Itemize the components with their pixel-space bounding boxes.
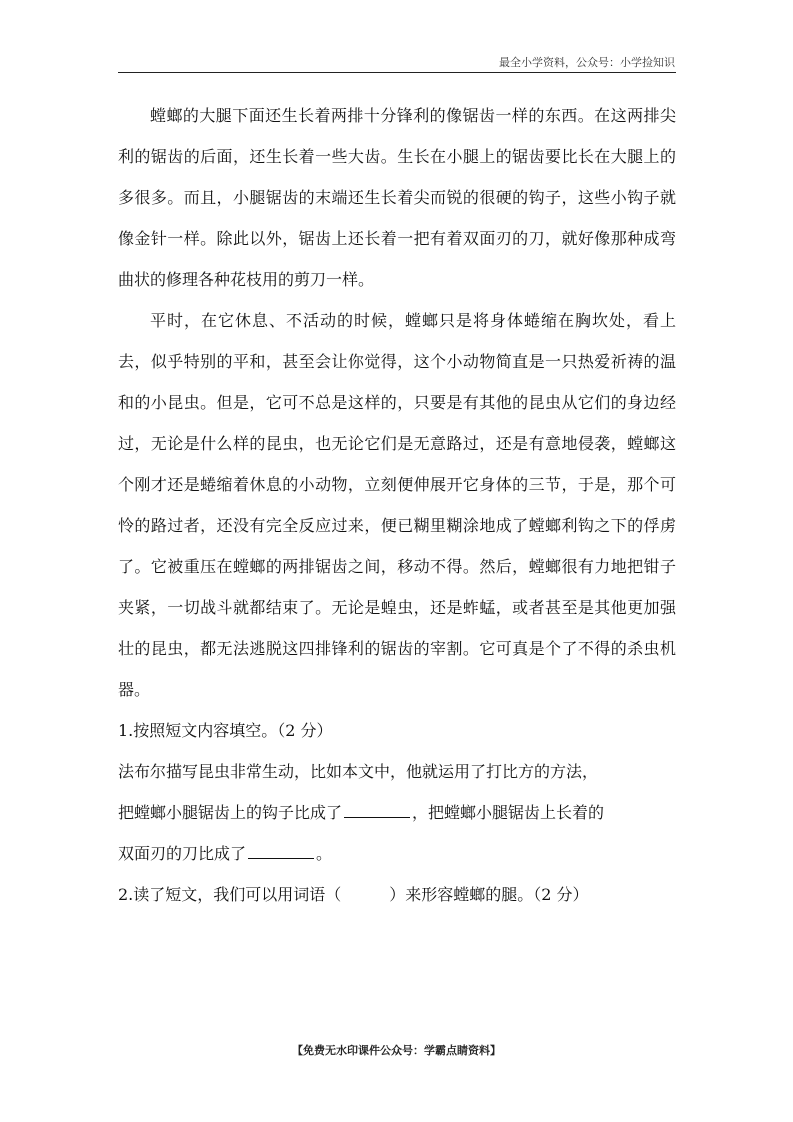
question-1-line-2: [118, 792, 676, 833]
answer-blank-2[interactable]: [248, 842, 314, 859]
question-1-text-d: 。: [316, 844, 333, 863]
passage-paragraph-1: 螳螂的大腿下面还生长着两排十分锋利的像锯齿一样的东西。在这两排尖利的锯齿的后面，还生长着一些大齿。生长在小腿上的锯齿要比长在大腿上的多很多。而且，小腿锯齿的末端还生长着尖而锐的很硬的钩子，这些小钩子就像金针一样。除此以外，锯齿上还长着一把有着双面刃的刀，就好像那种成弯曲状的修理各种花枝用的剪刀一样。: [118, 106, 676, 289]
header-rule: [118, 72, 676, 73]
question-1-line-3: [118, 833, 676, 874]
passage-paragraph-2: 平时，在它休息、不活动的时候，螳螂只是将身体蜷缩在胸坎处，看上去，似乎特别的平和，甚至会让你觉得，这个小动物简直是一只热爱祈祷的温和的小昆虫。但是，它可不总是这样的，只要是有其他的昆虫从它们的身边经过，无论是什么样的昆虫，也无论它们是无意路过，还是有意地侵袭，螳螂这个刚才还是蜷缩着休息的小动物，立刻便伸展开它身体的三节，于是，那个可怜的路过者，还没有完全反应过来，便已糊里糊涂地成了螳螂利钩之下的俘虏了。它被重压在螳螂的两排锯齿之间，移动不得。然后，螳螂很有力地把钳子夹紧，一切战斗就都结束了。无论是蝗虫，还是蚱蜢，或者甚至是其他更加强壮的昆虫，都无法逃脱这四排锋利的锯齿的宰割。它可真是个了不得的杀虫机器。: [118, 311, 676, 699]
page-header: 最全小学资料，公众号：小学捡知识: [499, 56, 675, 69]
question-1-text-b: ，把螳螂小腿锯齿上长着的: [412, 803, 605, 822]
document-body: [118, 95, 676, 915]
page-footer: 【免费无水印课件公众号：学霸点睛资料】: [292, 1044, 501, 1057]
question-2: 2.读了短文，我们可以用词语（ ）来形容螳螂的腿。（2 分）: [118, 885, 589, 904]
answer-blank-1[interactable]: [344, 801, 410, 818]
question-1-text-c: 双面刃的刀比成了: [118, 844, 247, 863]
question-1-line-1: 法布尔描写昆虫非常生动，比如本文中，他就运用了打比方的方法，: [118, 762, 599, 781]
question-1-text-a: 把螳螂小腿锯齿上的钩子比成了: [118, 803, 343, 822]
question-1-title: 1.按照短文内容填空。（2 分）: [118, 721, 333, 740]
